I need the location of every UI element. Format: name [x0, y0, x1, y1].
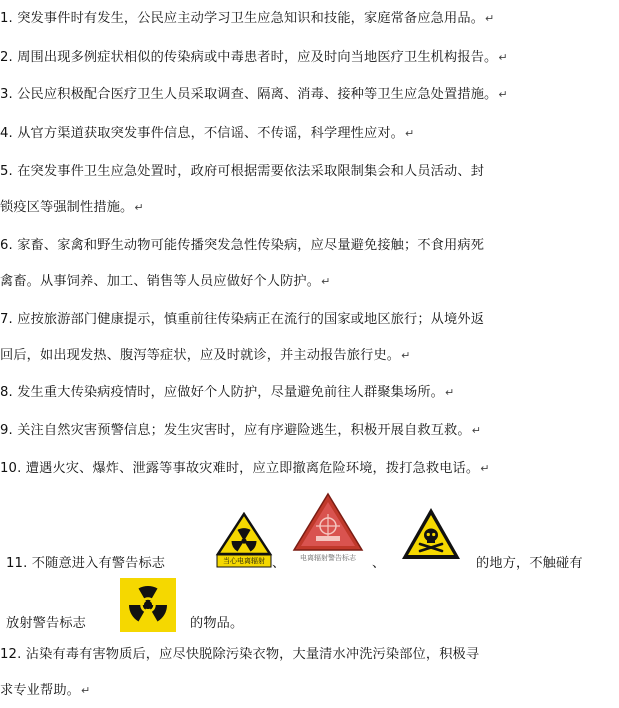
item-7-line-2: 回后，如出现发热、腹泻等症状，应及时就诊，并主动报告旅行史。↵: [0, 348, 411, 363]
radiation-sign-caption: 当心电离辐射: [223, 557, 265, 565]
radiation-trefoil-icon: [120, 578, 176, 632]
skull-crossbones-icon: [400, 506, 462, 562]
radiation-warning-sign: [215, 512, 273, 568]
item-11-line-2-prefix: 放射警告标志: [6, 616, 87, 631]
item-12-line-1: 12. 沾染有毒有害物质后，应尽快脱除污染衣物，大量清水冲洗污染部位，积极寻: [0, 647, 480, 662]
item-6-line-2: 禽畜。从事饲养、加工、销售等人员应做好个人防护。↵: [0, 274, 331, 289]
item-12-line-2: 求专业帮助。↵: [0, 683, 91, 698]
item-1: 1. 突发事件时有发生，公民应主动学习卫生应急知识和技能，家庭常备应急用品。↵: [0, 11, 495, 26]
item-5-line-1: 5. 在突发事件卫生应急处置时，政府可根据需要依法采取限制集会和人员活动、封: [0, 164, 485, 179]
item-4: 4. 从官方渠道获取突发事件信息，不信谣、不传谣，科学理性应对。↵: [0, 126, 415, 141]
item-11-suffix: 的地方，不触碰有: [476, 556, 583, 571]
item-8: 8. 发生重大传染病疫情时，应做好个人防护，尽量避免前往人群聚集场所。↵: [0, 385, 455, 400]
item-10: 10. 遭遇火灾、爆炸、泄露等事故灾难时，应立即撤离危险环境，拨打急救电话。↵: [0, 461, 490, 476]
radiation-trefoil-sign: [120, 578, 176, 632]
item-5-line-2: 锁疫区等强制性措施。↵: [0, 200, 144, 215]
electromagnetic-warning-sign: [292, 492, 364, 564]
item-6-line-1: 6. 家畜、家禽和野生动物可能传播突发急性传染病，应尽量避免接触；不食用病死: [0, 238, 485, 253]
item-11-prefix: 11. 不随意进入有警告标志: [6, 556, 166, 571]
item-3: 3. 公民应积极配合医疗卫生人员采取调查、隔离、消毒、接种等卫生应急处置措施。↵: [0, 87, 508, 102]
separator-1: 、: [272, 556, 286, 571]
item-11-line-2-suffix: 的物品。: [190, 616, 244, 631]
item-7-line-1: 7. 应按旅游部门健康提示，慎重前往传染病正在流行的国家或地区旅行；从境外返: [0, 312, 485, 327]
separator-2: 、: [372, 556, 386, 571]
item-9: 9. 关注自然灾害预警信息；发生灾害时，应有序避险逃生，积极开展自救互救。↵: [0, 423, 482, 438]
item-2: 2. 周围出现多例症状相似的传染病或中毒患者时，应及时向当地医疗卫生机构报告。↵: [0, 50, 508, 65]
em-sign-caption: 电离辐射警告标志: [300, 554, 356, 562]
em-warning-triangle-icon: [292, 492, 364, 554]
toxic-warning-sign: [400, 506, 462, 562]
